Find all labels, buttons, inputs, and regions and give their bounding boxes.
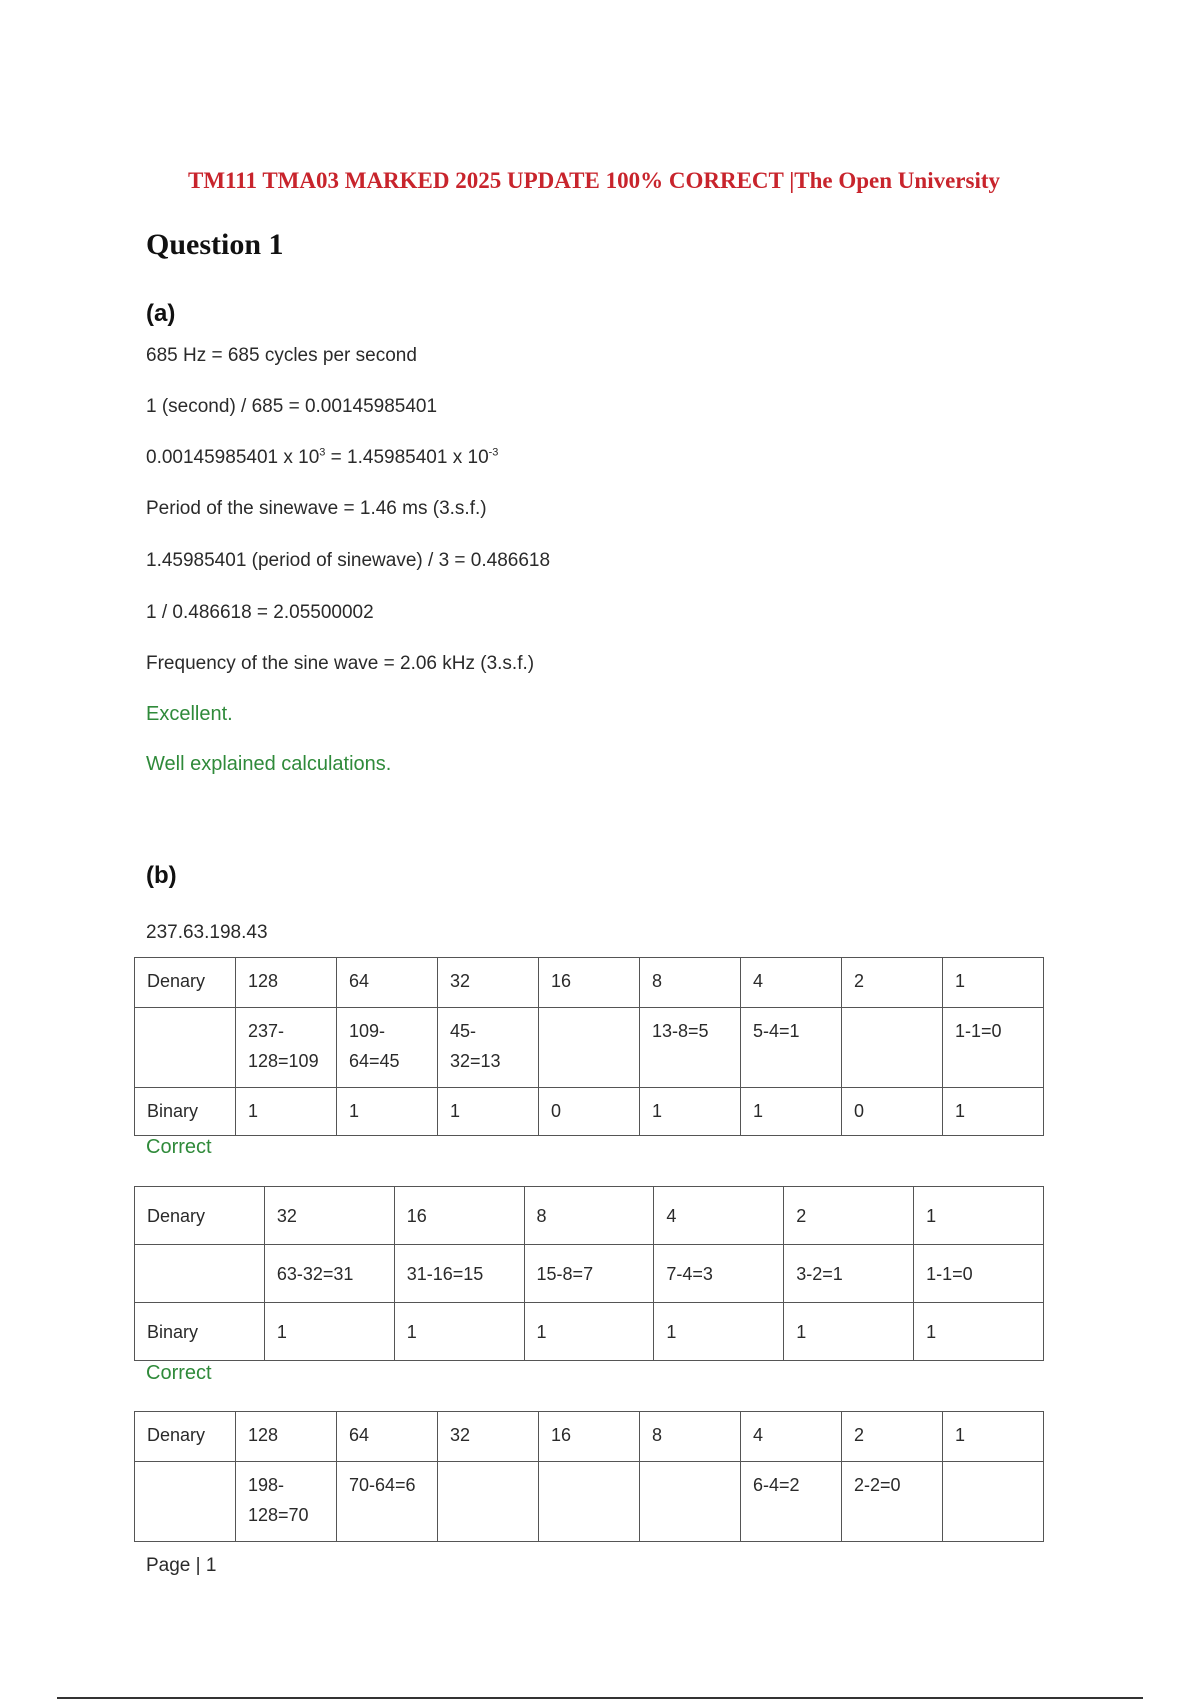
table-cell: 1 — [264, 1303, 394, 1361]
table-cell: 128 — [236, 1412, 337, 1462]
table-cell: 32 — [264, 1187, 394, 1245]
cell-line: 45- — [450, 1021, 477, 1041]
table-cell — [438, 1008, 539, 1088]
question-heading: Question 1 — [146, 228, 284, 261]
table-cell: 15-8=7 — [524, 1245, 654, 1303]
exponent: 3 — [319, 446, 326, 459]
table-cell: Binary — [135, 1088, 236, 1136]
table-cell: 8 — [640, 958, 741, 1008]
part-b-label: (b) — [146, 862, 177, 889]
cell-line: 13-8=5 — [652, 1021, 709, 1041]
table-cell: 128 — [236, 958, 337, 1008]
table-cell — [135, 1462, 236, 1542]
table-cell: 1 — [943, 958, 1044, 1008]
table-row — [135, 958, 1044, 1008]
table-cell — [337, 1462, 438, 1542]
feedback-comment: Correct — [146, 1362, 212, 1384]
exponent: -3 — [488, 446, 499, 459]
table-row — [135, 1008, 1044, 1088]
feedback-comment: Excellent. — [146, 703, 233, 725]
table-cell — [337, 1008, 438, 1088]
calc-text: 0.00145985401 x 10 — [146, 447, 320, 468]
table-cell: 1 — [914, 1187, 1044, 1245]
table-cell — [236, 1008, 337, 1088]
table-cell — [640, 1008, 741, 1088]
table-cell: 2 — [784, 1187, 914, 1245]
conversion-table-2 — [134, 1186, 1044, 1361]
cell-line: 128=109 — [248, 1051, 319, 1071]
calc-line — [146, 447, 498, 469]
table-cell: 1 — [524, 1303, 654, 1361]
ip-address: 237.63.198.43 — [146, 922, 268, 943]
table-cell: 16 — [539, 958, 640, 1008]
table-cell: Denary — [135, 958, 236, 1008]
table-cell: 64 — [337, 958, 438, 1008]
table-cell — [640, 1462, 741, 1542]
table-cell: Denary — [135, 1187, 265, 1245]
cell-line: 64=45 — [349, 1051, 400, 1071]
table-cell: 31-16=15 — [394, 1245, 524, 1303]
table-row — [135, 1245, 1044, 1303]
calc-line: Period of the sinewave = 1.46 ms (3.s.f.) — [146, 498, 487, 519]
cell-line: 5-4=1 — [753, 1021, 800, 1041]
table-cell: 64 — [337, 1412, 438, 1462]
table-cell: 7-4=3 — [654, 1245, 784, 1303]
feedback-comment: Correct — [146, 1136, 212, 1158]
table-cell: 1 — [640, 1088, 741, 1136]
calc-text: = 1.45985401 x 10 — [325, 447, 489, 468]
calc-line: 1.45985401 (period of sinewave) / 3 = 0.486618 — [146, 550, 551, 571]
table-cell: 16 — [394, 1187, 524, 1245]
table-cell — [135, 1245, 265, 1303]
table-cell — [236, 1462, 337, 1542]
table-cell: 1 — [943, 1088, 1044, 1136]
conversion-table-3 — [134, 1411, 1044, 1542]
bottom-divider — [57, 1697, 1143, 1699]
table-row — [135, 1187, 1044, 1245]
calc-line: 685 Hz = 685 cycles per second — [146, 345, 417, 366]
table-cell — [741, 1462, 842, 1542]
table-row — [135, 1462, 1044, 1542]
table-cell: 16 — [539, 1412, 640, 1462]
feedback-comment: Well explained calculations. — [146, 753, 392, 775]
table-cell: 2 — [842, 1412, 943, 1462]
table-cell — [438, 1462, 539, 1542]
table-cell — [943, 1008, 1044, 1088]
conversion-table-1 — [134, 957, 1044, 1136]
table-row — [135, 1303, 1044, 1361]
table-cell — [842, 1462, 943, 1542]
table-cell: 32 — [438, 1412, 539, 1462]
cell-line: 237- — [248, 1021, 285, 1041]
table-cell: 0 — [539, 1088, 640, 1136]
table-cell: 2 — [842, 958, 943, 1008]
calc-line: 1 (second) / 685 = 0.00145985401 — [146, 396, 438, 417]
table-cell: 8 — [640, 1412, 741, 1462]
table-cell — [842, 1008, 943, 1088]
table-cell — [741, 1008, 842, 1088]
table-cell: 1 — [784, 1303, 914, 1361]
table-cell: 4 — [741, 958, 842, 1008]
cell-line: 1-1=0 — [955, 1021, 1002, 1041]
table-cell: Denary — [135, 1412, 236, 1462]
calc-line: Frequency of the sine wave = 2.06 kHz (3.s.f.) — [146, 653, 535, 674]
table-cell: 1 — [394, 1303, 524, 1361]
part-a-label: (a) — [146, 300, 176, 327]
table-cell: 8 — [524, 1187, 654, 1245]
cell-line: 198- — [248, 1475, 285, 1495]
table-cell: 1 — [236, 1088, 337, 1136]
table-cell: 4 — [741, 1412, 842, 1462]
table-cell: 1 — [914, 1303, 1044, 1361]
cell-line: 2-2=0 — [854, 1475, 901, 1495]
table-cell: 32 — [438, 958, 539, 1008]
calc-line: 1 / 0.486618 = 2.05500002 — [146, 602, 374, 623]
table-cell: 1 — [943, 1412, 1044, 1462]
table-cell: 4 — [654, 1187, 784, 1245]
table-cell: Binary — [135, 1303, 265, 1361]
table-row — [135, 1412, 1044, 1462]
cell-line: 109- — [349, 1021, 386, 1041]
table-cell: 1 — [337, 1088, 438, 1136]
table-cell — [539, 1462, 640, 1542]
table-cell — [943, 1462, 1044, 1542]
cell-line: 128=70 — [248, 1505, 309, 1525]
cell-line: 70-64=6 — [349, 1475, 416, 1495]
cell-line: 32=13 — [450, 1051, 501, 1071]
table-cell: 1 — [654, 1303, 784, 1361]
table-cell: 1 — [741, 1088, 842, 1136]
page-number: Page | 1 — [146, 1555, 217, 1576]
cell-line: 6-4=2 — [753, 1475, 800, 1495]
table-cell: 1-1=0 — [914, 1245, 1044, 1303]
table-cell — [539, 1008, 640, 1088]
table-cell: 1 — [438, 1088, 539, 1136]
table-cell: 3-2=1 — [784, 1245, 914, 1303]
table-row — [135, 1088, 1044, 1136]
table-cell — [135, 1008, 236, 1088]
table-cell: 0 — [842, 1088, 943, 1136]
document-title: TM111 TMA03 MARKED 2025 UPDATE 100% CORRECT |The Open University — [187, 168, 1001, 193]
table-cell: 63-32=31 — [264, 1245, 394, 1303]
